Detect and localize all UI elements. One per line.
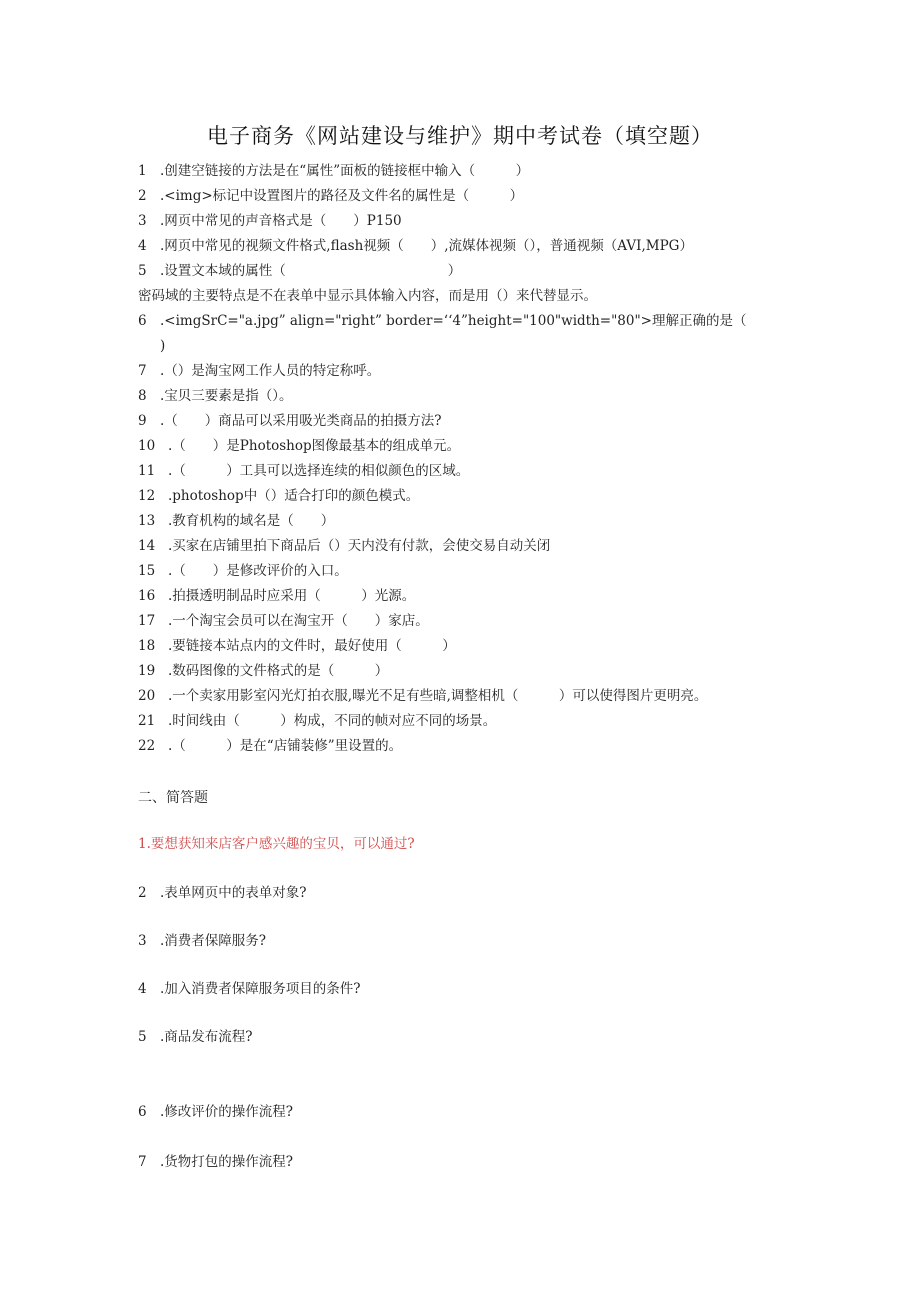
item-text: .<imgSrC="a.jpg” align="right” border=‘‘4”height="100"width="80">理解正确的是（ [160,313,747,329]
item-text: .货物打包的操作流程? [160,1154,294,1170]
fill-blank-section [138,159,798,759]
item-text: .（ ）是Photoshop图像最基本的组成单元。 [168,438,461,454]
item-number: 7 [138,363,147,379]
item-text: .设置文本域的属性（ ） [160,263,462,279]
page-title: 电子商务《网站建设与维护》期中考试卷（填空题） [207,124,713,148]
item-number: 17 [138,613,156,629]
fill-item [138,384,798,409]
fill-item [138,209,798,234]
item-text: .修改评价的操作流程? [160,1104,294,1120]
item-text: .要链接本站点内的文件时，最好使用（ ） [168,638,456,654]
short-answer-question [138,1150,293,1175]
item-text: .网页中常见的声音格式是（ ）P150 [160,213,402,229]
fill-item [138,259,798,284]
fill-item [138,709,798,734]
fill-item [138,434,798,459]
fill-item [138,659,798,684]
item-number: 1 [138,163,147,179]
fill-item [138,234,798,259]
item-number: 16 [138,588,156,604]
item-text: .photoshop中（）适合打印的颜色模式。 [168,488,420,504]
fill-item-continuation [138,334,798,359]
item-text: .拍摄透明制品时应采用（ ）光源。 [168,588,416,604]
fill-item [138,409,798,434]
item-number: 6 [138,313,147,329]
short-answer-question [138,929,266,954]
fill-item [138,484,798,509]
item-number: 21 [138,713,156,729]
item-number: 8 [138,388,147,404]
fill-item [138,184,798,209]
item-text: .网页中常见的视频文件格式,flash视频（ ）,流媒体视频（），普通视频（AVI,MPG） [160,238,693,254]
item-number: 19 [138,663,156,679]
item-text: .（ ）是在“店铺装修”里设置的。 [168,738,403,754]
item-number: 13 [138,513,156,529]
item-text: .一个淘宝会员可以在淘宝开（ ）家店。 [168,613,429,629]
fill-item [138,159,798,184]
item-number: 18 [138,638,156,654]
item-number: 22 [138,738,156,754]
short-answer-heading: 二、简答题 [138,790,208,806]
fill-item [138,459,798,484]
item-text: .（ ）商品可以采用吸光类商品的拍摄方法? [160,413,442,429]
item-number: 4 [138,238,147,254]
item-text: .<img>标记中设置图片的路径及文件名的属性是（ ） [160,188,524,204]
item-text: .数码图像的文件格式的是（ ） [168,663,389,679]
item-number: 5 [138,1029,147,1045]
item-text: .加入消费者保障服务项目的条件? [160,981,361,997]
item-number: 14 [138,538,156,554]
item-text: .创建空链接的方法是在“属性”面板的链接框中输入（ ） [160,163,530,179]
item-text: .商品发布流程? [160,1029,253,1045]
item-number: 15 [138,563,156,579]
fill-item [138,684,798,709]
item-number: 1. [138,836,151,852]
item-text: .一个卖家用影室闪光灯拍衣服,曝光不足有些暗,调整相机（ ）可以使得图片更明亮。 [168,688,708,704]
fill-item [138,634,798,659]
item-text: .教育机构的域名是（ ） [168,513,335,529]
fill-item-note [138,284,798,309]
fill-item [138,559,798,584]
short-answer-question [138,977,361,1002]
fill-item [138,309,798,334]
fill-item [138,609,798,634]
item-number: 9 [138,413,147,429]
item-number: 3 [138,213,147,229]
item-number: 2 [138,188,147,204]
item-number: 7 [138,1154,147,1170]
fill-item [138,584,798,609]
item-text: .（）是淘宝网工作人员的特定称呼。 [160,363,381,379]
short-answer-question [138,832,415,857]
item-text: ) [160,338,166,354]
short-answer-question [138,1100,293,1125]
item-text: .买家在店铺里拍下商品后（）天内没有付款，会使交易自动关闭 [168,538,551,554]
short-answer-question [138,1025,253,1050]
item-text: .表单网页中的表单对象? [160,885,307,901]
short-answer-question [138,881,307,906]
item-number: 11 [138,463,156,479]
item-text: .（ ）是修改评价的入口。 [168,563,348,579]
item-text: .消费者保障服务? [160,933,267,949]
item-number: 3 [138,933,147,949]
fill-item [138,734,798,759]
item-text: .宝贝三要素是指（）。 [160,388,293,404]
fill-item [138,359,798,384]
item-number: 20 [138,688,156,704]
item-number: 5 [138,263,147,279]
item-number: 2 [138,885,147,901]
item-number: 4 [138,981,147,997]
item-text: .（ ）工具可以选择连续的相似颜色的区域。 [168,463,470,479]
fill-item [138,509,798,534]
item-text: 要想获知来店客户感兴趣的宝贝，可以通过? [150,836,415,852]
item-text: 密码域的主要特点是不在表单中显示具体输入内容，而是用（）来代替显示。 [138,288,597,304]
item-number: 12 [138,488,156,504]
item-text: .时间线由（ ）构成，不同的帧对应不同的场景。 [168,713,497,729]
fill-item [138,534,798,559]
item-number: 6 [138,1104,147,1120]
item-number: 10 [138,438,156,454]
